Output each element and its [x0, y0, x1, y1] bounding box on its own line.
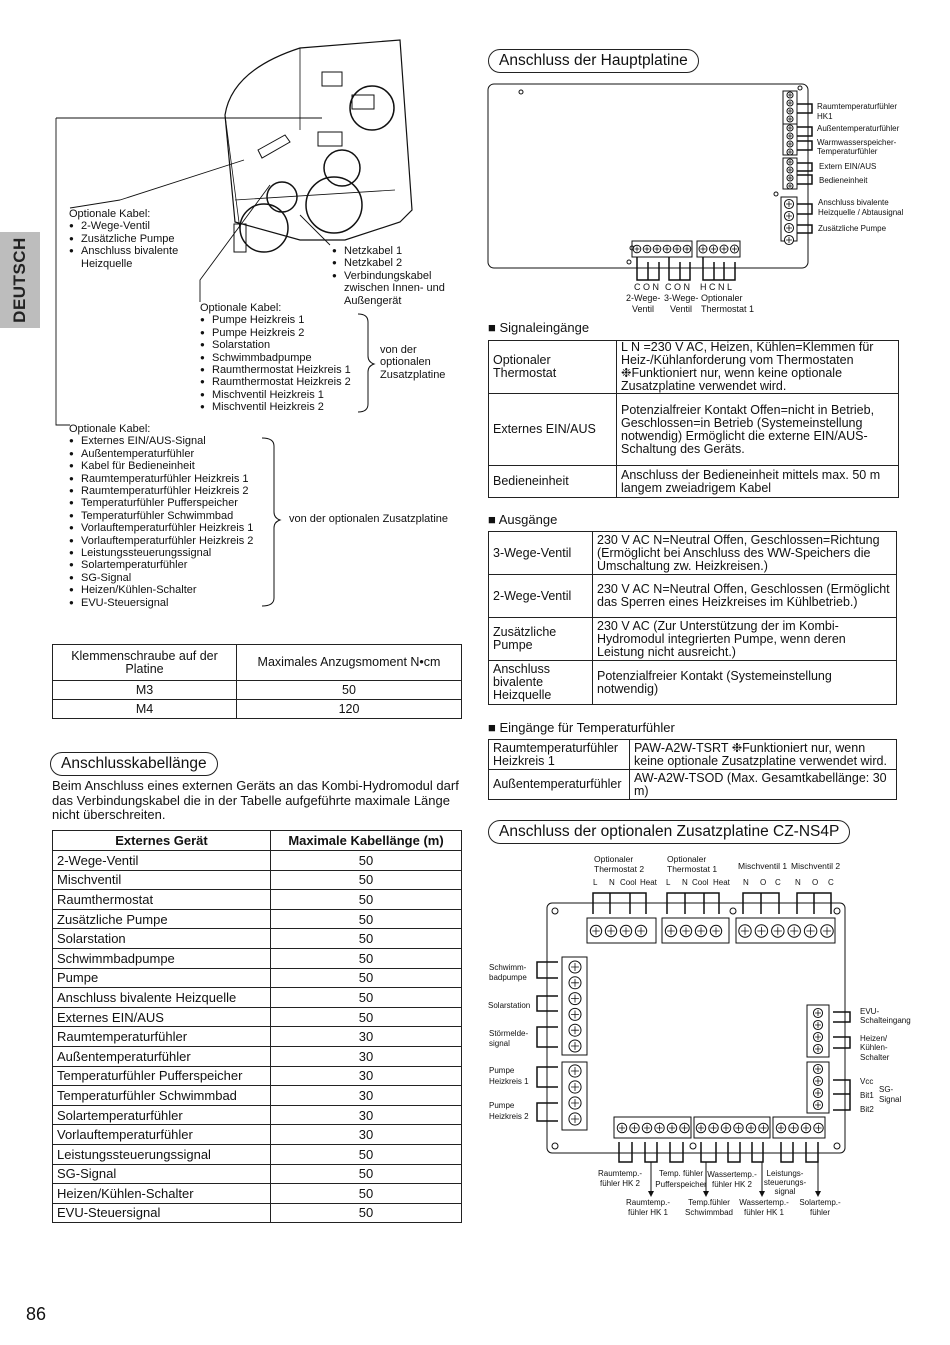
length-cell: 30 — [271, 1027, 462, 1047]
table-row — [53, 870, 462, 890]
diagram-label: SG- — [879, 1085, 894, 1094]
diagram-label: C O N — [665, 282, 691, 292]
diagram-label: N — [609, 878, 615, 887]
length-cell: 50 — [271, 988, 462, 1008]
length-cell: 50 — [271, 1007, 462, 1027]
length-cell: 50 — [271, 1184, 462, 1204]
diagram-label: Bit2 — [860, 1105, 874, 1114]
label-cell: Anschluss bivalente Heizquelle — [489, 661, 593, 705]
diagram-label: Heizen/ — [860, 1034, 888, 1043]
diagram-label: fühler HK 2 — [711, 1180, 753, 1189]
cable-entry-icon — [306, 177, 362, 233]
diagram-label: EVU- — [860, 1007, 880, 1016]
mounting-hole — [834, 1143, 840, 1149]
table-row — [53, 890, 462, 910]
diagram-label: C O N — [634, 282, 660, 292]
table-row — [53, 929, 462, 949]
table-row — [53, 1164, 462, 1184]
diagram-label: Zusätzliche Pumpe — [818, 224, 887, 233]
diagram-label: Optionaler — [701, 293, 743, 303]
list-item: ● SG-Signal — [69, 572, 269, 584]
list-item: ● Netzkabel 2 — [332, 257, 452, 269]
diagram-label: Warmwasserspeicher- — [817, 138, 897, 147]
device-cell: Pumpe — [53, 968, 271, 988]
device-cell: Raumthermostat — [53, 890, 271, 910]
diagram-label: Heizkreis 2 — [489, 1112, 529, 1121]
arrow-icon — [703, 1191, 709, 1197]
table-row — [53, 1144, 462, 1164]
diagram-line — [225, 48, 395, 230]
length-cell: 50 — [271, 1203, 462, 1223]
diagram-label: N — [682, 878, 688, 887]
mounting-hole — [730, 908, 736, 914]
diagram-label: Temperaturfühler — [817, 147, 878, 156]
list-item: ● Temperaturfühler Pufferspeicher — [69, 497, 269, 509]
list-item: ● Raumthermostat Heizkreis 1 — [200, 364, 370, 376]
section-title-main-board: Anschluss der Hauptplatine — [488, 49, 699, 73]
diagram-label: Außentemperaturfühler — [817, 124, 900, 133]
length-cell: 30 — [271, 1086, 462, 1106]
diagram-line — [833, 1080, 850, 1110]
table-row — [53, 1027, 462, 1047]
cable-clamp-icon — [322, 72, 342, 86]
table-row — [489, 532, 897, 575]
diagram-label: 2-Wege- — [626, 293, 661, 303]
table-row — [489, 770, 897, 800]
mounting-hole — [552, 1143, 558, 1149]
list-heading: Optionale Kabel: — [69, 423, 151, 435]
label-cell: Bedieneinheit — [489, 466, 617, 498]
mounting-hole — [627, 260, 631, 264]
section-temp-inputs: ■ Eingänge für Temperaturfühler — [488, 720, 675, 735]
diagram-line — [797, 141, 812, 150]
diagram-line — [670, 1142, 683, 1162]
diagram-line — [833, 1037, 850, 1048]
device-cell: Schwimmbadpumpe — [53, 948, 271, 968]
diagram-label: Pumpe — [489, 1101, 515, 1110]
diagram-label: fühler HK 1 — [627, 1208, 669, 1217]
device-cell: Zusätzliche Pumpe — [53, 909, 271, 929]
diagram-label: Pumpe — [489, 1066, 515, 1075]
diagram-line — [728, 1142, 740, 1162]
diagram-label: 3-Wege- — [664, 293, 699, 303]
cable-clamp-icon — [318, 132, 342, 146]
optional-cables-mid — [200, 302, 370, 414]
torque-table — [52, 644, 462, 719]
diagram-label: Bit1 — [860, 1091, 874, 1100]
diagram-line — [752, 1142, 763, 1162]
section-signal-inputs: ■ Signaleingänge — [488, 320, 589, 335]
table-row — [489, 740, 897, 770]
mounting-hole — [552, 908, 558, 914]
diagram-label: Heizkreis 1 — [489, 1077, 529, 1086]
mounting-hole — [519, 90, 523, 94]
mounting-hole — [690, 1143, 696, 1149]
diagram-label: Schwimm- — [489, 963, 527, 972]
device-cell: EVU-Steuersignal — [53, 1203, 271, 1223]
diagram-label: Optionaler — [667, 854, 707, 864]
list-item: ● Raumtemperaturfühler Heizkreis 2 — [69, 485, 269, 497]
diagram-label: Solartemp.- — [799, 1198, 841, 1207]
label-cell: 3-Wege-Ventil — [489, 532, 593, 575]
list-item: ● Verbindungskabel zwischen Innen- und Außengerät — [332, 270, 452, 307]
table-row — [489, 575, 897, 618]
table-header: Maximales Anzugsmoment N•cm — [237, 645, 462, 681]
device-cell: Temperaturfühler Schwimmbad — [53, 1086, 271, 1106]
diagram-label: Thermostat 1 — [667, 864, 718, 874]
power-cables-list — [332, 245, 452, 307]
diagram-line — [797, 127, 812, 136]
device-cell: Solartemperaturfühler — [53, 1105, 271, 1125]
diagram-label: Wassertemp.- — [707, 1170, 757, 1179]
list-item: ● 2-Wege-Ventil — [69, 220, 199, 232]
table-row — [489, 466, 899, 498]
table-row — [489, 661, 897, 705]
diagram-label: Vcc — [860, 1077, 874, 1086]
cable-length-table — [52, 830, 462, 1223]
diagram-line — [619, 1142, 632, 1162]
diagram-label: badpumpe — [489, 973, 527, 982]
diagram-line — [797, 175, 812, 184]
list-item: ● Mischventil Heizkreis 2 — [200, 401, 370, 413]
label-cell: Externes EIN/AUS — [489, 394, 617, 466]
length-cell: 50 — [271, 929, 462, 949]
diagram-label: signal — [774, 1187, 796, 1196]
diagram-label: C — [828, 878, 834, 887]
optional-cables-bottom — [69, 423, 269, 609]
length-cell: 30 — [271, 1066, 462, 1086]
outputs-table — [488, 531, 897, 705]
diagram-label: C — [775, 878, 781, 887]
diagram-label: O — [760, 878, 767, 887]
diagram-label: H C N L — [700, 282, 733, 292]
table-row — [53, 851, 462, 871]
diagram-label: Raumtemp.- — [597, 1169, 643, 1178]
section-title-cz-board: Anschluss der optionalen Zusatzplatine CZ-NS4P — [488, 820, 850, 844]
list-item: ● Solarstation — [200, 339, 370, 351]
label-cell: Zusätzliche Pumpe — [489, 618, 593, 661]
diagram-label: Temp.fühler — [688, 1198, 730, 1207]
table-row — [53, 968, 462, 988]
length-cell: 30 — [271, 1046, 462, 1066]
device-cell: Externes EIN/AUS — [53, 1007, 271, 1027]
diagram-label: Mischventil 1 — [738, 861, 788, 871]
length-cell: 50 — [271, 890, 462, 910]
list-heading: Optionale Kabel: — [69, 208, 151, 220]
cable-clamp-icon — [352, 95, 374, 109]
list-item: ● Heizen/Kühlen-Schalter — [69, 584, 269, 596]
diagram-label: signal — [489, 1039, 510, 1048]
page-number: 86 — [26, 1304, 47, 1324]
length-cell: 50 — [271, 948, 462, 968]
table-row — [53, 700, 462, 719]
cz-ns4p-board — [547, 903, 845, 1153]
label-cell: Optionaler Thermostat — [489, 341, 617, 394]
arrow-icon — [759, 1191, 765, 1197]
diagram-line — [701, 1142, 716, 1162]
list-item: ● Schwimmbadpumpe — [200, 352, 370, 364]
diagram-line — [806, 1142, 818, 1162]
cable-entry-icon — [240, 204, 288, 252]
device-cell: Außentemperaturfühler — [53, 1046, 271, 1066]
diagram-label: fühler HK 2 — [599, 1179, 641, 1188]
cable-entry-icon — [324, 150, 360, 186]
diagram-line — [797, 104, 812, 113]
list-item: ● Zusätzliche Pumpe — [69, 233, 199, 245]
list-item: ● Mischventil Heizkreis 1 — [200, 389, 370, 401]
table-row — [53, 1046, 462, 1066]
length-cell: 50 — [271, 1144, 462, 1164]
list-item: ● Raumtemperaturfühler Heizkreis 1 — [69, 473, 269, 485]
cable-entry-icon — [350, 86, 394, 130]
device-cell: Heizen/Kühlen-Schalter — [53, 1184, 271, 1204]
diagram-label: Temp. fühler — [658, 1169, 704, 1178]
arrow-icon — [815, 1191, 821, 1197]
brace-note-mid: von der optionalen Zusatzplatine — [380, 344, 446, 381]
description-cell: L N =230 V AC, Heizen, Kühlen=Klemmen für Heiz-/Kühlanforderung vom Thermostaten ❉Funktioniert nur, wenn keine optionale Zusatzplatine verwendet wird. — [617, 341, 899, 394]
table-row — [53, 1203, 462, 1223]
device-cell: Vorlauftemperaturfühler — [53, 1125, 271, 1145]
list-item: ● EVU-Steuersignal — [69, 597, 269, 609]
diagram-line — [645, 1142, 657, 1162]
table-header: Externes Gerät — [53, 831, 271, 851]
diagram-label: fühler — [809, 1208, 831, 1217]
device-cell: Mischventil — [53, 870, 271, 890]
length-cell: 50 — [271, 968, 462, 988]
description-cell: AW-A2W-TSOD (Max. Gesamtkabellänge: 30 m) — [630, 770, 897, 800]
section-outputs: ■ Ausgänge — [488, 512, 557, 527]
list-item: ● Netzkabel 1 — [332, 245, 452, 257]
description-cell: PAW-A2W-TSRT ❉Funktioniert nur, wenn keine optionale Zusatzplatine verwendet wird. — [630, 740, 897, 770]
diagram-label: Heat — [640, 878, 657, 887]
signal-inputs-table — [488, 340, 899, 498]
diagram-label: Raumtemp.- — [625, 1198, 671, 1207]
diagram-label: Leistungs- — [766, 1169, 804, 1178]
diagram-line — [833, 1012, 850, 1022]
label-cell: 2-Wege-Ventil — [489, 575, 593, 618]
table-row — [489, 394, 899, 466]
diagram-line — [797, 225, 812, 233]
table-cell: M3 — [53, 681, 237, 700]
list-item: ● Externes EIN/AUS-Signal — [69, 435, 269, 447]
diagram-line — [797, 163, 812, 171]
list-item: ● Raumthermostat Heizkreis 2 — [200, 376, 370, 388]
list-heading: Optionale Kabel: — [200, 302, 282, 314]
diagram-line — [258, 135, 290, 158]
label-cell: Außentemperaturfühler — [489, 770, 630, 800]
diagram-label: L — [666, 878, 671, 887]
diagram-label: Bedieneinheit — [819, 176, 868, 185]
diagram-line — [200, 185, 270, 302]
diagram-label: Heizquelle / Abtausignal — [818, 208, 904, 217]
table-row — [53, 1125, 462, 1145]
description-cell: 230 V AC N=Neutral Offen, Geschlossen (Ermöglicht das Sperren eines Heizkreises im Kühlbetrieb.) — [593, 575, 897, 618]
length-cell: 50 — [271, 1164, 462, 1184]
device-cell: 2-Wege-Ventil — [53, 851, 271, 871]
diagram-label: fühler HK 1 — [743, 1208, 785, 1217]
temp-inputs-table — [488, 739, 897, 800]
diagram-label: Anschluss bivalente — [818, 198, 889, 207]
table-cell: M4 — [53, 700, 237, 719]
diagram-label: N — [795, 878, 801, 887]
table-row — [53, 1066, 462, 1086]
table-row — [489, 341, 899, 394]
table-row — [53, 1105, 462, 1125]
diagram-label: Cool — [620, 878, 637, 887]
list-item: ● Außentemperaturfühler — [69, 448, 269, 460]
diagram-label: Schwimmbad — [684, 1208, 734, 1217]
device-cell: Solarstation — [53, 929, 271, 949]
diagram-label: Cool — [692, 878, 709, 887]
mounting-hole — [774, 192, 778, 196]
language-tab-label: DEUTSCH — [10, 237, 30, 323]
diagram-line — [797, 204, 812, 214]
diagram-label: HK1 — [817, 112, 833, 121]
table-cell: 120 — [237, 700, 462, 719]
diagram-line — [781, 1142, 793, 1162]
diagram-label: Extern EIN/AUS — [819, 162, 877, 171]
diagram-label: Schalteingang — [860, 1016, 911, 1025]
table-row — [53, 909, 462, 929]
table-row — [53, 681, 462, 700]
diagram-label: steuerungs- — [763, 1178, 807, 1187]
length-cell: 30 — [271, 1105, 462, 1125]
list-item: ● Pumpe Heizkreis 2 — [200, 327, 370, 339]
diagram-label: Signal — [879, 1095, 902, 1104]
diagram-label: Heat — [713, 878, 730, 887]
diagram-label: Mischventil 2 — [791, 861, 841, 871]
list-item: ● Temperaturfühler Schwimmbad — [69, 510, 269, 522]
list-item: ● Anschluss bivalente Heizquelle — [69, 245, 199, 270]
length-cell: 30 — [271, 1125, 462, 1145]
table-header: Maximale Kabellänge (m) — [271, 831, 462, 851]
table-row — [53, 1086, 462, 1106]
diagram-label: Pufferspeicher — [655, 1180, 707, 1189]
section-title-cable-length: Anschlusskabellänge — [50, 752, 218, 776]
diagram-label: Wassertemp.- — [739, 1198, 789, 1207]
brace-note-bottom: von der optionalen Zusatzplatine — [289, 513, 448, 525]
length-cell: 50 — [271, 870, 462, 890]
device-cell: SG-Signal — [53, 1164, 271, 1184]
table-row — [53, 948, 462, 968]
diagram-label: Raumtemperaturfühler — [817, 102, 898, 111]
description-cell: Potenzialfreier Kontakt Offen=nicht in Betrieb, Geschlossen=in Betrieb (Systemeinstellung notwendig) Ermöglicht die externe EIN/AUS-Schaltung des Geräts. — [617, 394, 899, 466]
device-cell: Temperaturfühler Pufferspeicher — [53, 1066, 271, 1086]
list-item: ● Solartemperaturfühler — [69, 559, 269, 571]
diagram-label: N — [743, 878, 749, 887]
mounting-hole — [798, 86, 802, 90]
table-row — [489, 618, 897, 661]
description-cell: Anschluss der Bedieneinheit mittels max. 50 m langem zweiadrigem Kabel — [617, 466, 899, 498]
label-cell: Raumtemperaturfühler Heizkreis 1 — [489, 740, 630, 770]
device-cell: Raumtemperaturfühler — [53, 1027, 271, 1047]
description-cell: 230 V AC N=Neutral Offen, Geschlossen=Richtung (Ermöglicht bei Anschluss des WW-Speichers die Umschaltung zw. Heizkreisen.) — [593, 532, 897, 575]
diagram-label: L — [593, 878, 598, 887]
list-item: ● Leistungssteuerungssignal — [69, 547, 269, 559]
list-item: ● Kabel für Bedieneinheit — [69, 460, 269, 472]
length-cell: 50 — [271, 851, 462, 871]
length-cell: 50 — [271, 909, 462, 929]
diagram-label: Thermostat 1 — [701, 304, 755, 314]
table-header: Klemmenschraube auf der Platine — [53, 645, 237, 681]
diagram-label: Ventil — [670, 304, 693, 314]
diagram-label: Schalter — [860, 1053, 890, 1062]
diagram-label: Solarstation — [488, 1001, 531, 1010]
description-cell: Potenzialfreier Kontakt (Systemeinstellung notwendig) — [593, 661, 897, 705]
device-cell: Anschluss bivalente Heizquelle — [53, 988, 271, 1008]
cable-length-text: Beim Anschluss eines externen Geräts an das Kombi-Hydromodul darf das Verbindungskabel die in der Tabelle aufgeführte maximale Länge nicht überschreiten. — [52, 778, 459, 822]
diagram-label: O — [812, 878, 819, 887]
list-item: ● Vorlauftemperaturfühler Heizkreis 1 — [69, 522, 269, 534]
description-cell: 230 V AC (Zur Unterstützung der im Kombi-Hydromodul integrierten Pumpe, wenn deren Leistung nicht ausreicht.) — [593, 618, 897, 661]
diagram-label: Kühlen- — [860, 1043, 888, 1052]
diagram-label: Optionaler — [594, 854, 634, 864]
diagram-line — [70, 160, 244, 208]
device-cell: Leistungssteuerungssignal — [53, 1144, 271, 1164]
table-row — [53, 1007, 462, 1027]
mounting-hole — [834, 908, 840, 914]
table-row — [53, 988, 462, 1008]
table-row — [53, 1184, 462, 1204]
list-item: ● Pumpe Heizkreis 1 — [200, 314, 370, 326]
diagram-label: Störmelde- — [489, 1029, 529, 1038]
arrow-icon — [648, 1191, 654, 1197]
diagram-label: Thermostat 2 — [594, 864, 645, 874]
main-board — [488, 84, 808, 268]
list-item: ● Vorlauftemperaturfühler Heizkreis 2 — [69, 535, 269, 547]
diagram-label: Ventil — [632, 304, 655, 314]
optional-cables-left — [69, 208, 199, 270]
table-cell: 50 — [237, 681, 462, 700]
